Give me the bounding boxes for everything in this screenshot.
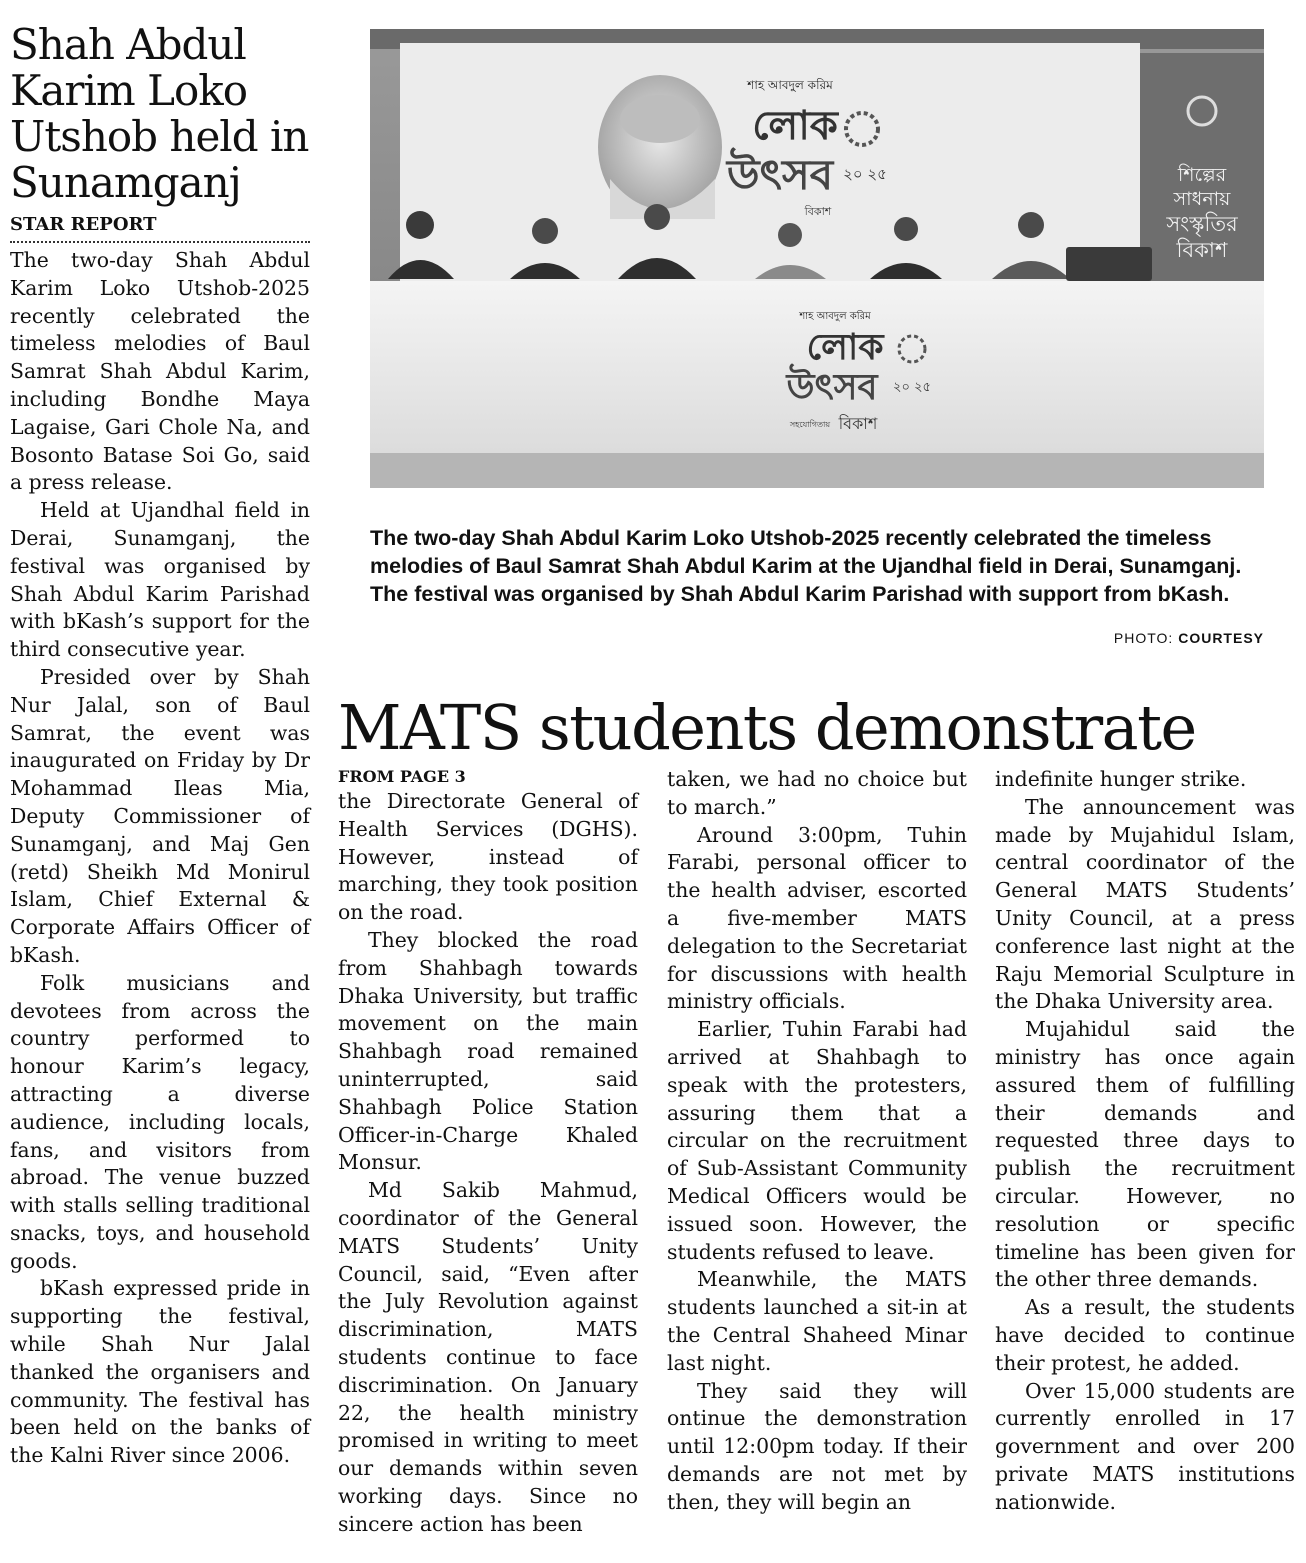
mats-paragraph: Earlier, Tuhin Farabi had arrived at Shahbagh to speak with the protesters, assuring them that a circular on the recruitment of Sub-Assistant Community Medical Officers would be issued soon. However, the students refused to leave. (667, 1017, 967, 1264)
photo-credit (1114, 630, 1264, 646)
banner-logo-text: লোক (752, 103, 838, 149)
left-headline: Shah Abdul Karim Loko Utshob held in Sunamganj (10, 20, 309, 207)
left-paragraph: Presided over by Shah Nur Jalal, son of Baul Samrat, the event was inaugurated on Friday by Dr Mohammad Ileas Mia, Deputy Commissioner of Sunamganj, and Maj Gen (retd) Sheikh Md Monirul Islam, Chief External & Corporate Affairs Officer of bKash. (10, 664, 310, 967)
table-logo-text: শাহ আবদুল করিম (799, 311, 871, 322)
banner-sponsor: বিকাশ (804, 205, 832, 218)
mats-column-2 (667, 766, 967, 1517)
mats-paragraph: Meanwhile, the MATS students launched a sit-in at the Central Shaheed Minar last night. (667, 1267, 967, 1375)
mats-paragraph: They said they will ontinue the demonstration until 12:00pm today. If their demands are not met by then, they will begin an (667, 1378, 967, 1514)
mats-paragraph: Mujahidul said the ministry has once again assured them of fulfilling their demands and requested three days to publish the recruitment circular. However, no resolution or specific timeline has been given for the other three demands. (995, 1017, 1295, 1292)
left-body (10, 247, 310, 1470)
left-paragraph: Folk musicians and devotees from across the country performed to honour Karim’s legacy, attracting a diverse audience, including locals, fans, and visitors from abroad. The venue buzzed with stalls selling traditional snacks, toys, and household goods. (10, 970, 310, 1273)
mats-paragraph: Md Sakib Mahmud, coordinator of the General MATS Students’ Unity Council, said, “Even after the July Revolution against discrimination, MATS students continue to face discrimination. On January 22, the health ministry promised in writing to meet our demands within seven working days. Since no sincere action has been (338, 1178, 638, 1536)
left-paragraph: The two-day Shah Abdul Karim Loko Utshob-2025 recently celebrated the timeless melodies of Baul Samrat Shah Abdul Karim, including Bondhe Maya Lagaise, Gari Chole Na, and Bosonto Batase Soi Go, said a press release. (10, 248, 310, 495)
side-banner-text: সংস্কৃতির (1166, 212, 1238, 236)
photo-caption: The two-day Shah Abdul Karim Loko Utshob-2025 recently celebrated the timeless melodies of Baul Samrat Shah Abdul Karim at the Ujandhal field in Derai, Sunamganj. The festival was organised by Shah Abdul Karim Parishad with support from bKash. (370, 526, 1242, 606)
table-sponsor-label: সহযোগিতায় (789, 420, 831, 429)
mats-paragraph: the Directorate General of Health Services (DGHS). However, instead of marching, they took position on the road. (338, 789, 638, 925)
side-banner-text: বিকাশ (1176, 238, 1228, 262)
side-banner-text: সাধনায় (1173, 188, 1231, 210)
left-paragraph: Held at Ujandhal field in Derai, Sunamganj, the festival was organised by Shah Abdul Karim Parishad with bKash’s support for the third consecutive year. (10, 498, 310, 662)
mats-paragraph: The announcement was made by Mujahidul Islam, central coordinator of the General MATS Students’ Unity Council, at a press conference last night at the Raju Memorial Sculpture in the Dhaka University area. (995, 794, 1295, 1014)
mats-paragraph: Over 15,000 students are currently enrolled in 17 government and over 200 private MATS institutions nationwide. (995, 1378, 1295, 1514)
banner-logo-text: শাহ আবদুল করিম (747, 78, 833, 92)
jump-label: FROM PAGE 3 (338, 767, 466, 786)
left-byline: STAR REPORT (10, 214, 310, 243)
mats-paragraph: They blocked the road from Shahbagh towards Dhaka University, but traffic movement on the main Shahbagh road remained uninterrupted, said Shahbagh Police Station Officer-in-Charge Khaled Monsur. (338, 927, 638, 1175)
table-sponsor: বিকাশ (838, 414, 878, 433)
mats-column-3 (995, 766, 1295, 1517)
photo-credit-label: PHOTO: (1113, 630, 1174, 646)
table-year: ২০ ২৫ (893, 380, 931, 395)
event-photo (370, 29, 1264, 488)
photo-credit-value: COURTESY (1178, 630, 1264, 646)
banner-logo-text: উৎসব (726, 150, 834, 199)
mats-paragraph: As a result, the students have decided to continue their protest, he added. (995, 1295, 1295, 1375)
left-story (10, 22, 310, 1470)
mats-headline: MATS students demonstrate (338, 691, 1196, 764)
left-paragraph: bKash expressed pride in supporting the festival, while Shah Nur Jalal thanked the organisers and community. The festival has been held on the banks of the Kalni River since 2006. (10, 1276, 310, 1468)
table-logo-text: লোক (806, 327, 884, 368)
mats-column-1 (338, 766, 638, 1539)
mats-paragraph: Around 3:00pm, Tuhin Farabi, personal officer to the health adviser, escorted a five-member MATS delegation to the Secretariat for discussions with health ministry officials. (667, 822, 967, 1014)
table-logo-text: উৎসব (786, 367, 878, 408)
banner-year: ২০ ২৫ (843, 165, 887, 183)
mats-paragraph: taken, we had no choice but to march.” (667, 767, 967, 819)
mats-paragraph: indefinite hunger strike. (995, 767, 1247, 791)
side-banner-text: শিল্পের (1177, 164, 1227, 186)
